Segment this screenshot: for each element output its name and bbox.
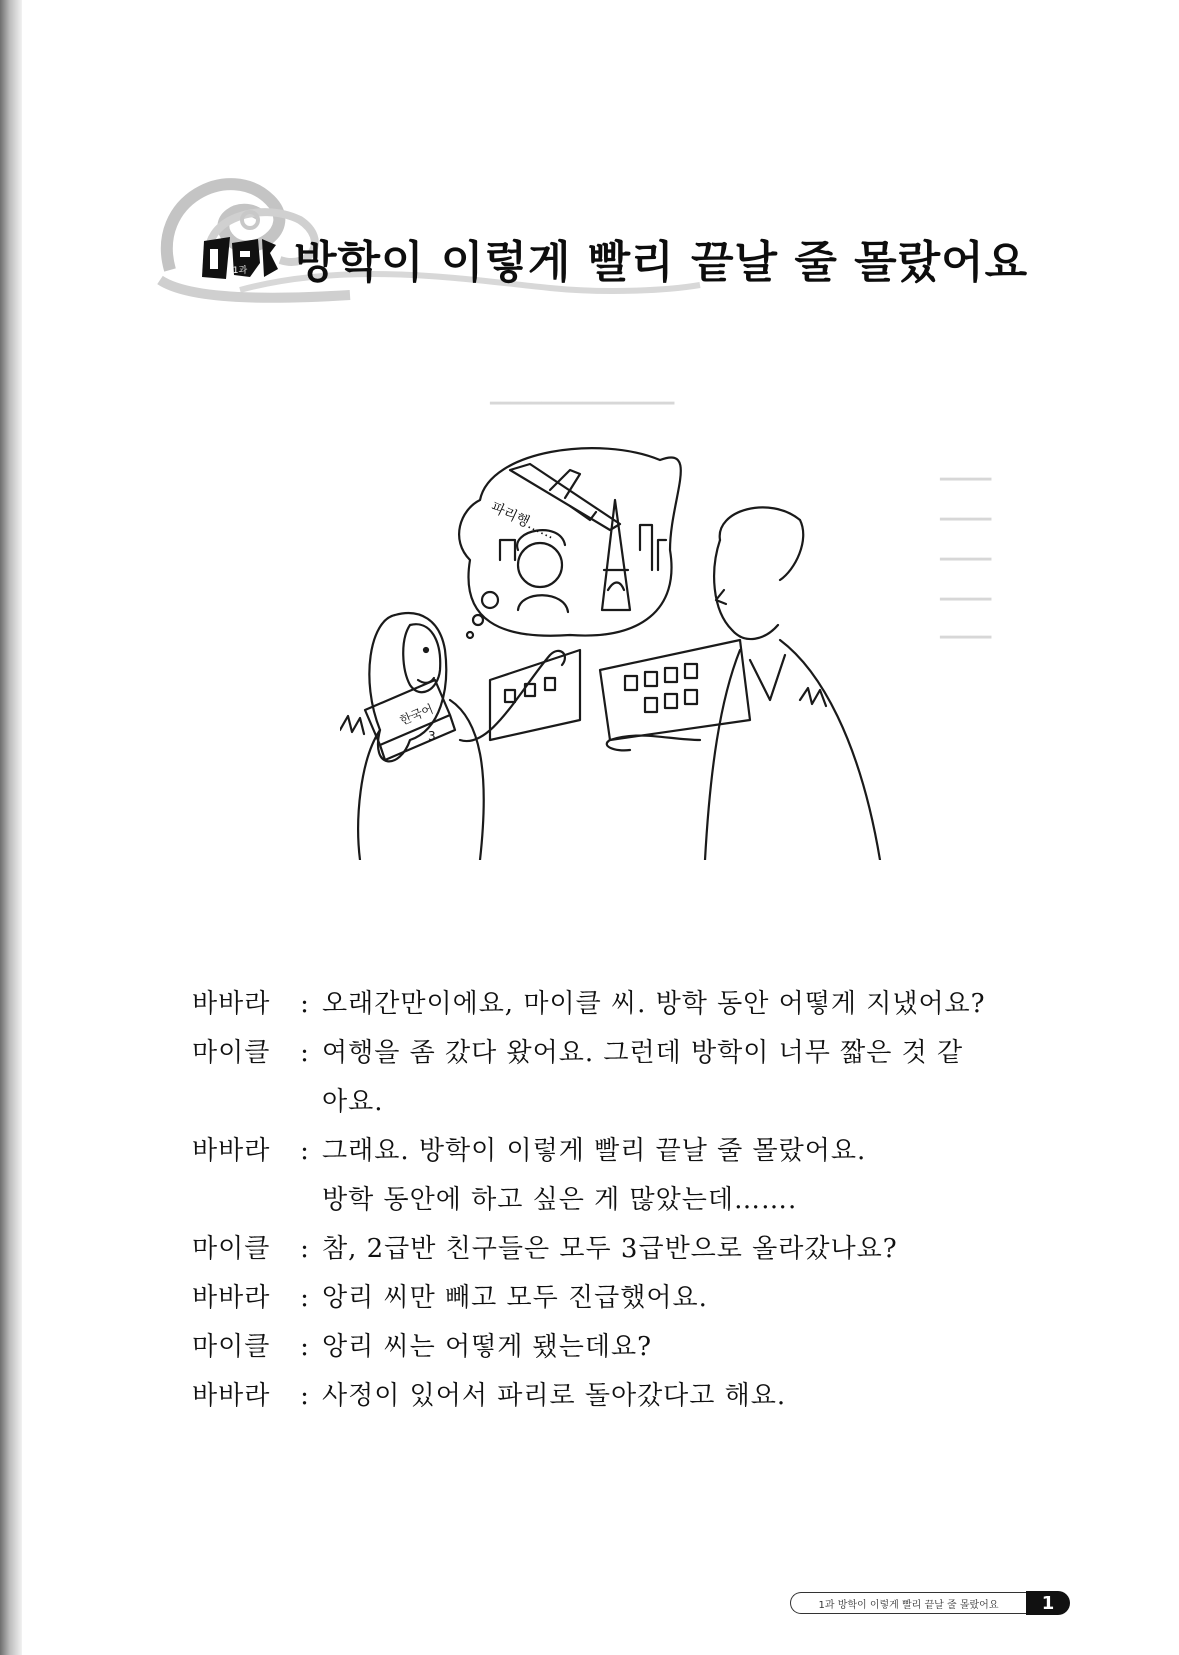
speech-line: 앙리 씨만 빼고 모두 진급했어요. [322,1283,708,1313]
thought-bubble-dot [467,632,473,638]
speaker-name: 바바라 [192,1136,271,1166]
show-through-text: ━━━━━ [940,590,992,610]
dialogue-turn [192,1274,1092,1323]
speaker-name: 마이클 [192,1038,271,1068]
school-building [490,640,750,740]
show-through-text: ━━━━━ [940,628,992,648]
dialogue-turn [192,1372,1092,1421]
speaker-colon: : [300,1234,310,1264]
speaker-colon: : [300,1332,310,1362]
dialogue-turn [192,980,1092,1029]
show-through-text: ━━━━━ [940,510,992,530]
speech-line: 사정이 있어서 파리로 돌아갔다고 해요. [322,1381,787,1411]
dialogue-illustration [340,440,900,860]
dialogue-turn [192,1225,1092,1274]
speaker-colon: : [300,989,310,1019]
speech-line: 오래간만이에요, 마이클 씨. 방학 동안 어떻게 지냈어요? [322,989,986,1019]
man-hair [720,507,804,580]
dialogue-turn [192,1323,1092,1372]
book-label: 한국어 [397,701,436,728]
dialogue-turn [192,1029,1092,1127]
speaker-colon: : [300,1136,310,1166]
speaker-name: 바바라 [192,989,271,1019]
speaker-colon: : [300,1283,310,1313]
man-hand [607,736,700,751]
speaker-colon: : [300,1038,310,1068]
title-row [200,218,1100,298]
show-through-text: ━━━━━━━━━━━━━━━━━━ [490,394,675,414]
page-title: 방학이 이렇게 빨리 끝날 줄 몰랐어요 [294,237,1029,288]
show-through-text: ━━━━━ [940,550,992,570]
running-title: 1과 방학이 이렇게 빨리 끝날 줄 몰랐어요 [790,1592,1026,1614]
scan-edge-shadow [0,0,22,1655]
speech-line: 앙리 씨는 어떻게 됐는데요? [322,1332,653,1362]
page-number: 1 [1026,1591,1070,1615]
speaker-name: 마이클 [192,1332,271,1362]
speaker-colon: : [300,1381,310,1411]
speaker-name: 바바라 [192,1283,271,1313]
lesson-mark-text: 1과 [232,266,248,276]
dialogue-block [192,980,1092,1421]
dialogue-turn [192,1127,1092,1225]
speech-line: 여행을 좀 갔다 왔어요. 그런데 방학이 너무 짧은 것 같 [322,1038,964,1068]
speech-line: 아요. [322,1087,384,1117]
show-through-text: ━━━━━ [940,470,992,490]
speaker-name: 마이클 [192,1234,271,1264]
lesson-number-badge [200,233,280,283]
speech-line: 그래요. 방학이 이렇게 빨리 끝날 줄 몰랐어요. [322,1136,867,1166]
thought-bubble-dot [473,615,483,625]
book-number: 3 [428,729,436,743]
bubble-text: 파리행…… [488,499,558,543]
man-suit [705,640,880,860]
speaker-name: 바바라 [192,1381,271,1411]
speech-line: 참, 2급반 친구들은 모두 3급반으로 올라갔나요? [322,1234,898,1264]
speech-line: 방학 동안에 하고 싶은 게 많았는데……. [322,1185,798,1215]
page-footer [790,1591,1070,1615]
